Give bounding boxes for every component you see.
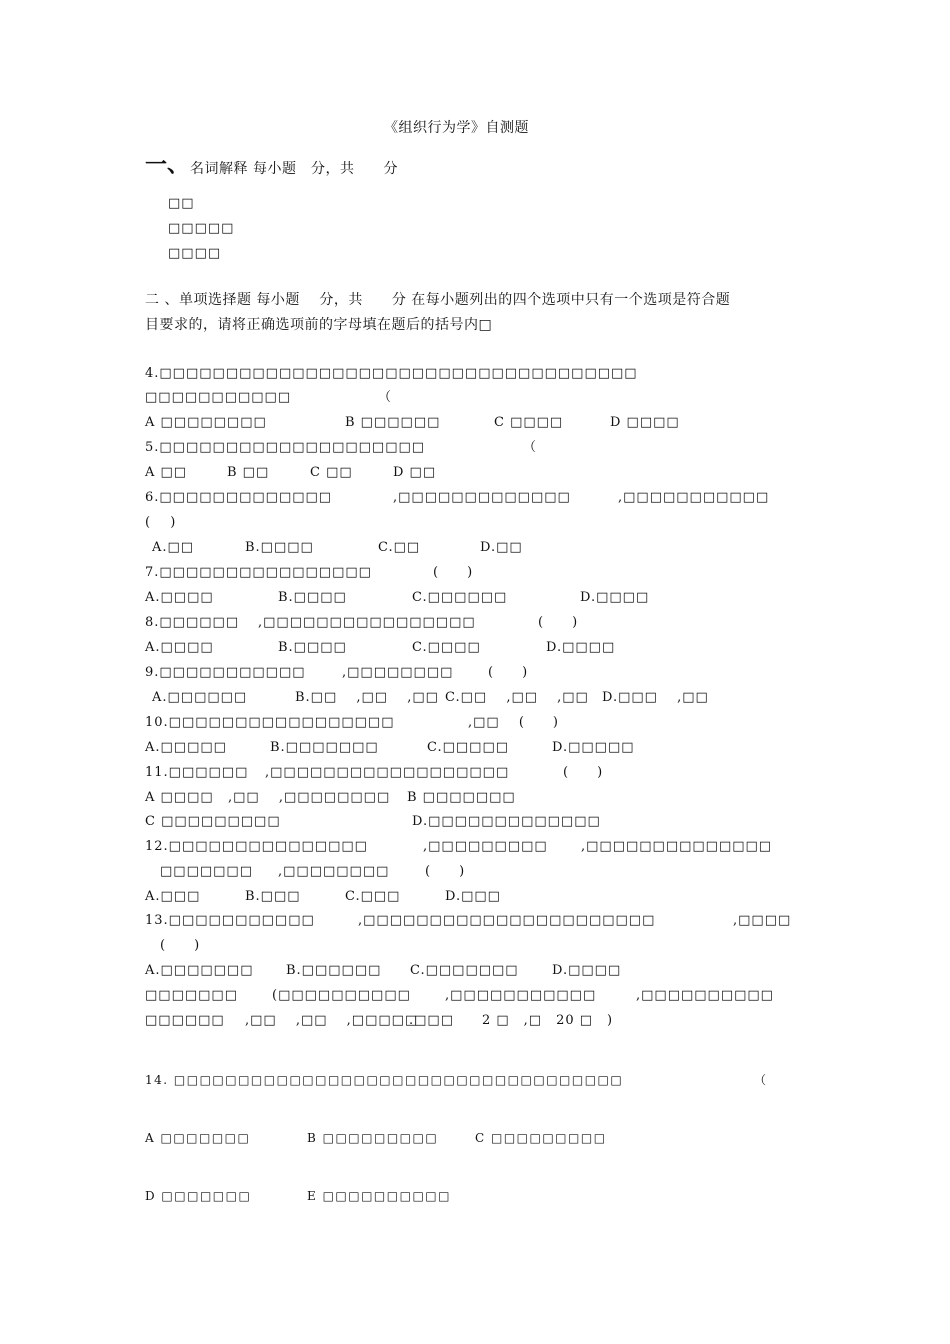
question-7-line1: 7.□□□□□□□□□□□□□□□□ (145, 565, 372, 580)
question-4-line2: □□□□□□□□□□□ (145, 390, 292, 405)
question-12-paren: ( ) (425, 864, 466, 879)
note-line1-c: ,□□□□□□□□□□□ (445, 988, 597, 1003)
question-11-option-a-cont: ,□□ ,□□□□□□□□ (228, 790, 391, 805)
question-5-option-b: B □□ (227, 465, 270, 480)
question-8-option-c: C.□□□□ (412, 640, 481, 655)
question-11-option-c: C □□□□□□□□□ (145, 814, 281, 829)
note-line2-c: .□□□ 2 □ ,□ 20 □ ) (409, 1013, 614, 1028)
question-6-line1c: ,□□□□□□□□□□□ (618, 490, 770, 505)
note-line2-b: ,□□ ,□□ ,□□□□□ (245, 1013, 419, 1028)
question-14-option-a: A □□□□□□□ (145, 1131, 251, 1145)
question-9-option-c: C.□□ ,□□ ,□□ (445, 690, 589, 705)
question-10-line1b: ,□□ ( ) (468, 715, 559, 730)
page-title: 《组织行为学》自测题 (384, 120, 529, 136)
question-11-option-b: B □□□□□□□ (407, 790, 516, 805)
question-9-line1b: ,□□□□□□□□ (342, 665, 454, 680)
question-12-option-d: D.□□□ (445, 889, 501, 904)
question-4-option-a: A □□□□□□□□ (145, 415, 267, 430)
question-4-option-d: D □□□□ (610, 415, 680, 430)
question-9-option-d: D.□□□ ,□□ (602, 690, 709, 705)
question-12-option-c: C.□□□ (345, 889, 401, 904)
question-4-paren: （ (378, 390, 393, 405)
question-7-option-c: C.□□□□□□ (412, 590, 508, 605)
section2-heading-line2: 目要求的，请将正确选项前的字母填在题后的括号内□ (145, 317, 493, 333)
question-11-paren: ( ) (563, 765, 604, 780)
question-11-option-a: A □□□□ (145, 790, 214, 805)
question-6-option-c: C.□□ (378, 540, 421, 555)
question-7-paren: ( ) (433, 565, 474, 580)
question-14-option-d: D □□□□□□□ (145, 1189, 252, 1203)
note-line2-a: □□□□□□ (145, 1013, 225, 1028)
question-10-option-c: C.□□□□□ (427, 740, 510, 755)
question-12-line2: □□□□□□□ (160, 864, 253, 879)
question-13-line1c: ,□□□□ (733, 913, 792, 928)
question-9-option-b: B.□□ ,□□ ,□□ (295, 690, 439, 705)
question-12-option-a: A.□□□ (145, 889, 201, 904)
term-item-2: □□□□□ (168, 221, 235, 236)
question-6-line1: 6.□□□□□□□□□□□□□ (145, 490, 333, 505)
question-5-option-a: A □□ (145, 465, 188, 480)
question-8-line1: 8.□□□□□□ (145, 615, 240, 630)
question-8-option-d: D.□□□□ (546, 640, 616, 655)
question-13-option-c: C.□□□□□□□ (410, 963, 519, 978)
question-14-paren: （ (754, 1073, 768, 1087)
question-14-line1: 14. □□□□□□□□□□□□□□□□□□□□□□□□□□□□□□□□□□□ (145, 1073, 624, 1087)
question-4-option-c: C □□□□ (494, 415, 564, 430)
question-11-line1b: ,□□□□□□□□□□□□□□□□□□ (265, 765, 510, 780)
question-12-option-b: B.□□□ (245, 889, 301, 904)
question-9-paren: ( ) (488, 665, 529, 680)
question-11-line1: 11.□□□□□□ (145, 765, 249, 780)
question-9-line1: 9.□□□□□□□□□□□ (145, 665, 306, 680)
question-11-option-d: D.□□□□□□□□□□□□□ (412, 814, 601, 829)
question-7-option-d: D.□□□□ (580, 590, 650, 605)
question-7-option-a: A.□□□□ (145, 590, 214, 605)
note-line1-b: (□□□□□□□□□□ (272, 988, 411, 1003)
section1-number: 一、 (145, 152, 190, 178)
question-13-paren: ( ) (160, 938, 201, 953)
question-6-option-d: D.□□ (480, 540, 523, 555)
question-4-option-b: B □□□□□□ (345, 415, 441, 430)
question-6-option-b: B.□□□□ (245, 540, 314, 555)
question-5-option-d: D □□ (393, 465, 437, 480)
term-item-3: □□□□ (168, 246, 222, 261)
note-line1-d: ,□□□□□□□□□□ (636, 988, 774, 1003)
section1-heading: 名词解释 每小题 分，共 分 (190, 161, 398, 177)
question-6-paren: ( ) (145, 515, 177, 530)
question-6-line1b: ,□□□□□□□□□□□□□ (393, 490, 571, 505)
question-13-option-a: A.□□□□□□□ (145, 963, 254, 978)
question-6-option-a: A.□□ (152, 540, 195, 555)
question-13-option-d: D.□□□□ (552, 963, 622, 978)
note-line1-a: □□□□□□□ (145, 988, 238, 1003)
question-8-option-a: A.□□□□ (145, 640, 214, 655)
question-12-line1c: ,□□□□□□□□□□□□□□ (581, 839, 773, 854)
section2-heading-line1: 二 、单项选择题 每小题 分，共 分 在每小题列出的四个选项中只有一个选项是符合题 (145, 292, 731, 308)
question-8-line1b: ,□□□□□□□□□□□□□□□□ (258, 615, 476, 630)
question-10-option-b: B.□□□□□□□ (270, 740, 379, 755)
question-8-paren: ( ) (538, 615, 579, 630)
question-10-option-a: A.□□□□□ (145, 740, 227, 755)
question-12-line2b: ,□□□□□□□□ (278, 864, 390, 879)
term-item-1: □□ (168, 196, 195, 211)
question-5-option-c: C □□ (310, 465, 353, 480)
question-14-option-c: C □□□□□□□□□ (475, 1131, 607, 1145)
question-5-line1: 5.□□□□□□□□□□□□□□□□□□□□ (145, 440, 426, 455)
question-5-paren: （ (523, 440, 538, 455)
question-8-option-b: B.□□□□ (278, 640, 347, 655)
question-14-option-b: B □□□□□□□□□ (307, 1131, 439, 1145)
question-10-option-d: D.□□□□□ (552, 740, 635, 755)
question-7-option-b: B.□□□□ (278, 590, 347, 605)
question-13-option-b: B.□□□□□□ (286, 963, 382, 978)
question-13-line1b: ,□□□□□□□□□□□□□□□□□□□□□□ (358, 913, 656, 928)
question-10-line1: 10.□□□□□□□□□□□□□□□□□ (145, 715, 395, 730)
question-14-option-e: E □□□□□□□□□□ (307, 1189, 451, 1203)
question-12-line1b: ,□□□□□□□□□ (423, 839, 548, 854)
question-12-line1: 12.□□□□□□□□□□□□□□□ (145, 839, 368, 854)
question-13-line1: 13.□□□□□□□□□□□ (145, 913, 315, 928)
question-4-line1: 4.□□□□□□□□□□□□□□□□□□□□□□□□□□□□□□□□□□□□ (145, 366, 638, 381)
question-9-option-a: A.□□□□□□ (152, 690, 248, 705)
